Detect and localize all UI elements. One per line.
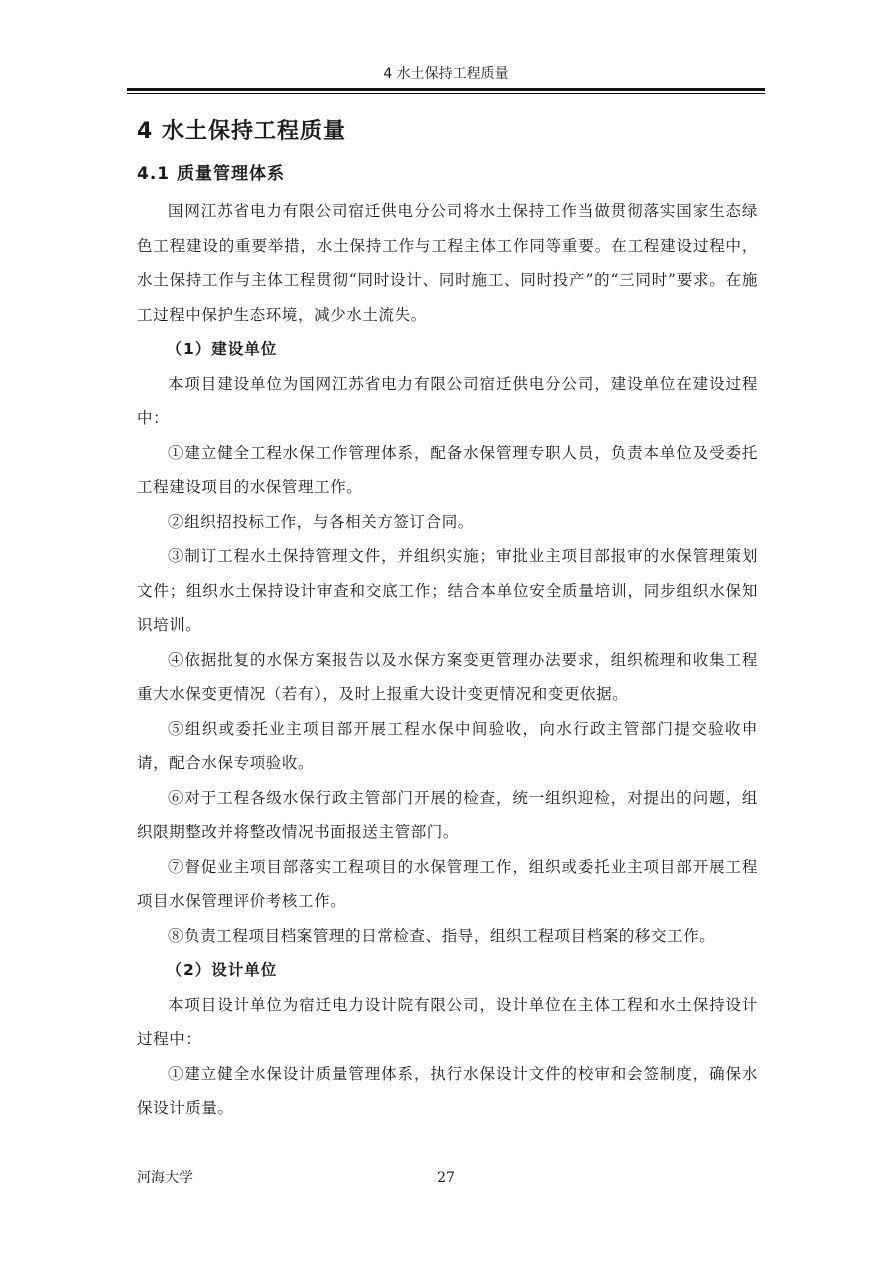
unit1-item-5: ⑤组织或委托业主项目部开展工程水保中间验收，向水行政主管部门提交验收申请，配合水保专项验收。	[137, 719, 758, 772]
footer-institution: 河海大学	[137, 1170, 193, 1186]
unit1-item-1: ①建立健全工程水保工作管理体系，配备水保管理专职人员，负责本单位及受委托工程建设项目的水保管理工作。	[137, 443, 758, 496]
chapter-title: 4 水土保持工程质量	[137, 119, 346, 144]
unit1-item-6: ⑥对于工程各级水保行政主管部门开展的检查，统一组织迎检，对提出的问题，组织限期整改并将整改情况书面报送主管部门。	[137, 788, 758, 841]
page-number: 27	[437, 1170, 455, 1186]
unit1-item-2: ②组织招投标工作，与各相关方签订合同。	[168, 512, 474, 531]
unit1-lead: 本项目建设单位为国网江苏省电力有限公司宿迁供电分公司，建设单位在建设过程中：	[137, 374, 758, 427]
unit2-item-1: ①建立健全水保设计质量管理体系，执行水保设计文件的校审和会签制度，确保水保设计质量。	[137, 1064, 758, 1117]
page-content	[137, 112, 758, 1126]
unit2-heading: （2）设计单位	[166, 961, 278, 979]
header-rule-thin	[127, 93, 765, 94]
intro-paragraph: 国网江苏省电力有限公司宿迁供电分公司将水土保持工作当做贯彻落实国家生态绿色工程建设的重要举措，水土保持工作与工程主体工作同等重要。在工程建设过程中，水土保持工作与主体工程贯彻“同时设计、同时施工、同时投产”的“三同时”要求。在施工过程中保护生态环境，减少水土流失。	[137, 202, 758, 324]
section-title: 4.1 质量管理体系	[137, 164, 286, 184]
unit1-heading: （1）建设单位	[166, 340, 278, 358]
running-header: 4 水土保持工程质量	[383, 66, 509, 82]
unit1-item-4: ④依据批复的水保方案报告以及水保方案变更管理办法要求，组织梳理和收集工程重大水保变更情况（若有），及时上报重大设计变更情况和变更依据。	[137, 650, 758, 703]
unit1-item-8: ⑧负责工程项目档案管理的日常检查、指导，组织工程项目档案的移交工作。	[168, 926, 716, 945]
unit1-item-7: ⑦督促业主项目部落实工程项目的水保管理工作，组织或委托业主项目部开展工程项目水保管理评价考核工作。	[137, 857, 758, 910]
header-rule-thick	[127, 88, 765, 91]
unit2-lead: 本项目设计单位为宿迁电力设计院有限公司，设计单位在主体工程和水土保持设计过程中：	[137, 995, 758, 1048]
unit1-item-3: ③制订工程水土保持管理文件，并组织实施；审批业主项目部报审的水保管理策划文件；组织水土保持设计审查和交底工作；结合本单位安全质量培训，同步组织水保知识培训。	[137, 547, 758, 634]
